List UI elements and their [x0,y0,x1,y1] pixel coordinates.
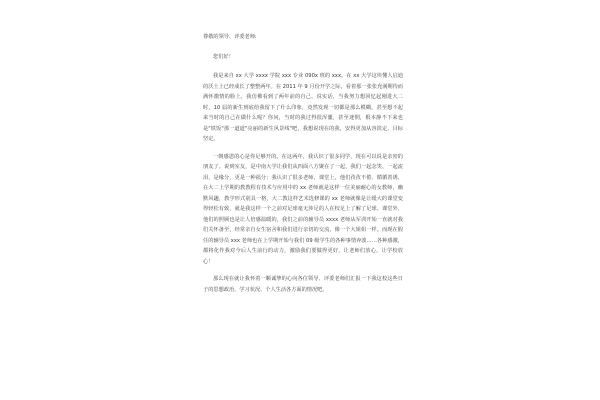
paragraph-report: 那么现在就让我怀着一颗诚挚的心向各位领导、评委老师们汇报一下我这校这些日子的思想政治、学习状况、个人生活各方面的情况吧。 [203,276,403,293]
salutation: 尊敬的领导、评委老师: [203,34,257,40]
document-body [203,32,403,302]
greeting: 您们好！ [213,53,234,60]
paragraph-gratitude: 一朝感恩的心是你足够开的。在这两年，我认识了很多同学，现在可以说是亲密的朋友了。说到室友，是中南大学让我们从四面八方聚在了一起，我们一起念笑、一起流泪，是缘分，更是一种福分；我认识了很多老师，课堂上，他们孜孜不倦、循循善诱，在大二上学期的教教程有技术与应用中的 xx 老师就是这样一位美丽耐心的女教师，幽默风趣，教学形式别具一格，大二教这样艺术选修课的 xx 老师就像是让缓大的课堂变得轻松有致，就是我这样一个之前对足球毫无涉足的人在校足上了解了足球。课堂外，他们的照顾也是让人倍感温暖的，我们之前的辅导员 xxxx 老师从军训开始一直就对我们关怀备至，经常亲自女生宿舍和我们进行亲切的交流，像一个大姐姐一样。而现在假任的辅导员 xxx 老师也在上学期开始与我们 09 级学生的各种事情奔波……各种感激，都将化作我对今后人生前行的动力，激励我们要做得更好，让老师们放心，让学校放心！ [203,153,403,265]
paragraph-intro: 我是来自 xx 大学 xxxx 学院 xxx 专业 090x 班的 xxx。在 xx 大学这块懂人启迪的沃土上已经成长了整整两年。在 2011 年 9 月份开学之际，看着那一张张充满期待而满怀激情的脸上，我仿佛看到了两年前的自己。说实话，当我努力想回忆起刚进大二时，10 届的新生到底给我留下了什么印象，竟然发现一切都是那么模糊，甚至想不起来当时的自己在做什么呢？你问，当时的我过得很浑噩，甚至迷惘，根本静不下来也是"铁饭"那一道道"亮丽的新生风景线"吧，我想说现在的我，安得更加从容淡定、目标坚定。 [203,73,403,142]
